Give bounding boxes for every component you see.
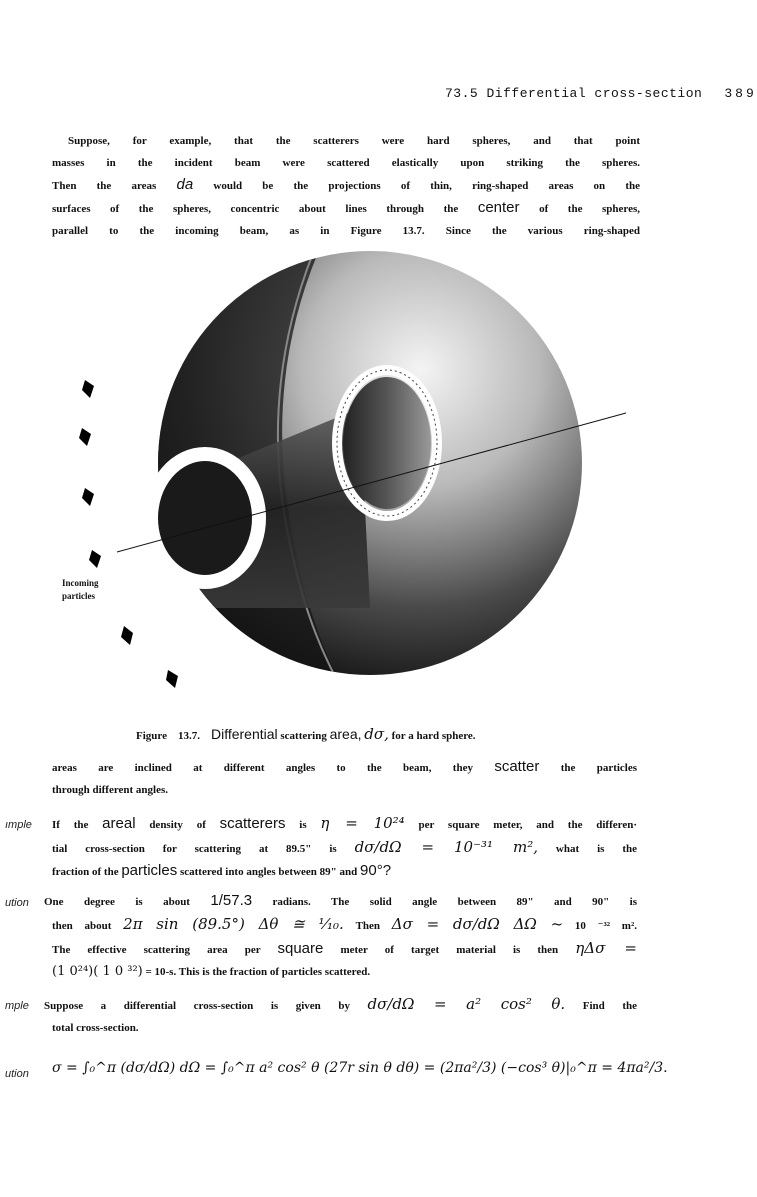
hard-sphere-figure (60, 248, 640, 718)
solution-2-equation: σ = ∫₀^π (dσ/dΩ) dΩ = ∫₀^π a² cos² θ (27r sin θ dθ) = (2πa²/3) (−cos³ θ)|₀^π = 4πa²/3. (52, 1060, 668, 1076)
solution-2-label: ution (5, 1068, 29, 1080)
section-title: 73.5 Differential cross-section (445, 86, 703, 101)
example-2: Suppose a differential cross-section is given by dσ/dΩ = a² cos² θ. Find the total cross-section. (44, 995, 638, 1034)
solution-1-label: ution (5, 897, 29, 909)
para1-line1: Suppose, for example, that the scatterers were hard spheres, and that point (68, 135, 640, 147)
para1-line3: Then the areas da would be the projections of thin, ring-shaped areas on the (52, 176, 640, 193)
para2-line2: through different angles. (52, 784, 169, 796)
incoming-particles-label: Incoming particles (62, 578, 99, 601)
figure-caption: Figure 13.7. Differential scattering area, dσ, for a hard sphere. (136, 725, 476, 743)
solution-1: One degree is about 1/57.3 radians. The solid angle between 89" and 90" is then about 2π sin (89.5°) Δθ ≅ ¹⁄₁₀. Then Δσ = dσ/dΩ ΔΩ ~ 10 ⁻³² m². The effective scattering area per square meter of target material is then ηΔσ = (1 0²⁴)( 1 0 ³²) = 10-s. This is the fraction of particles scattered. (44, 892, 638, 979)
example-2-label: mple (5, 1000, 29, 1012)
para1-line5: parallel to the incoming beam, as in Figure 13.7. Since the various ring-shaped (52, 225, 640, 237)
example-1: If the areal density of scatterers is η = 10²⁴ per square meter, and the differen· tial cross-section for scattering at 89.5" is dσ/dΩ = 10⁻³¹ m², what is the fraction of the particles scattered into angles between 89" and 90°? (52, 814, 638, 879)
running-header (445, 86, 757, 101)
para2-line1: areas are inclined at different angles to the beam, they scatter the particles (52, 758, 638, 775)
example-1-label: ımple (5, 819, 32, 831)
para1-line2: masses in the incident beam were scattered elastically upon striking the spheres. (52, 157, 640, 169)
para1-line4: surfaces of the spheres, concentric about lines through the center of the spheres, (52, 199, 641, 216)
page-number: 389 (724, 86, 757, 101)
paragraph-1 (52, 130, 640, 242)
paragraph-2 (52, 756, 637, 801)
